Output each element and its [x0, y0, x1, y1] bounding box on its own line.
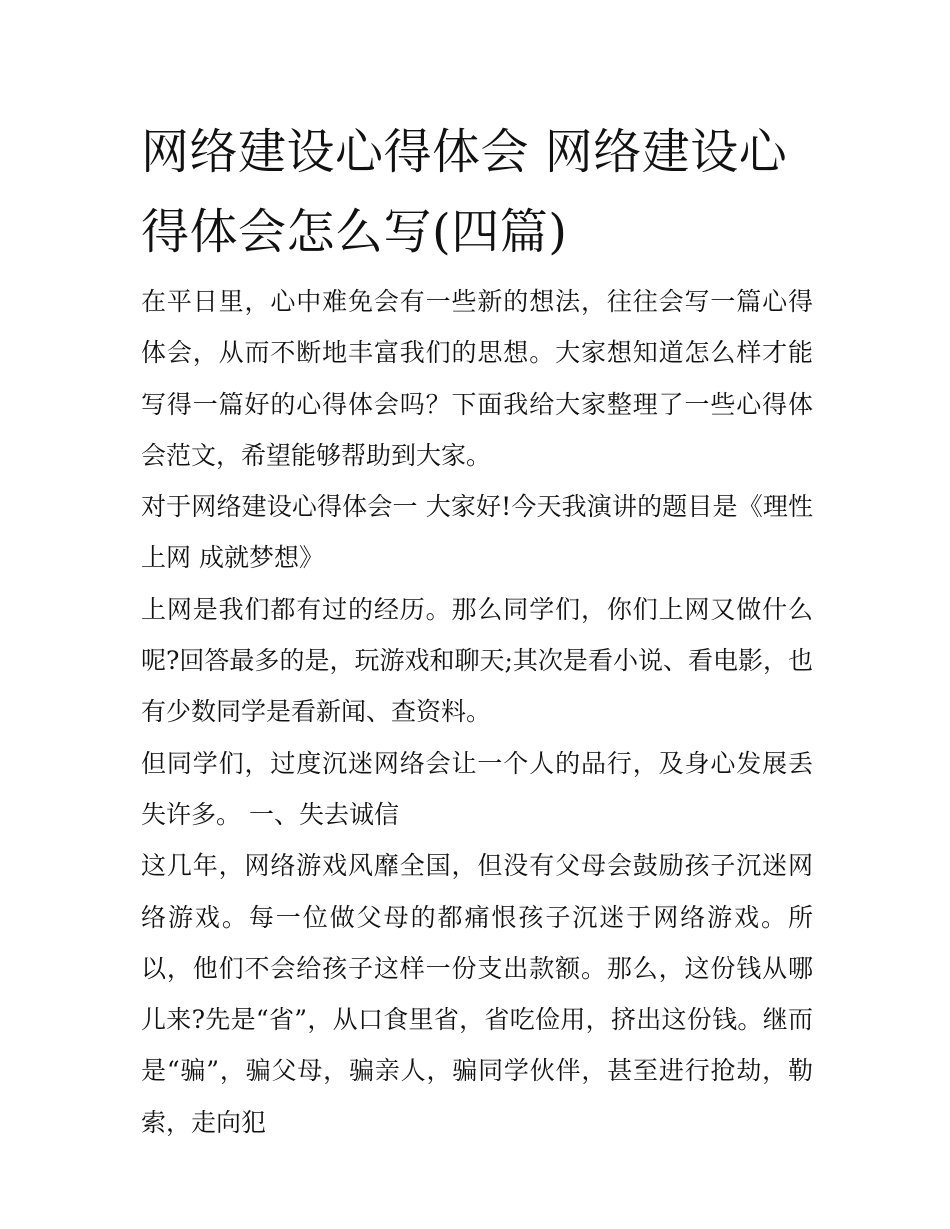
paragraph-online-games: 这几年，网络游戏风靡全国，但没有父母会鼓励孩子沉迷网络游戏。每一位做父母的都痛恨孩子沉迷于网络游戏。所以，他们不会给孩子这样一份支出款额。那么，这份钱从哪儿来?先是“省”，从口食里省，省吃俭用，挤出这份钱。继而是“骗”，骗父母，骗亲人，骗同学伙伴，甚至进行抢劫，勒索，走向犯	[141, 851, 813, 1137]
document-title: 网络建设心得体会 网络建设心得体会怎么写(四篇)	[141, 124, 788, 260]
paragraph-intro: 在平日里，心中难免会有一些新的想法，往往会写一篇心得体会，从而不断地丰富我们的思想。大家想知道怎么样才能写得一篇好的心得体会吗？下面我给大家整理了一些心得体会范文，希望能够帮助到大家。	[141, 287, 813, 470]
document-page	[141, 112, 813, 1148]
paragraph-online-activities: 上网是我们都有过的经历。那么同学们，你们上网又做什么呢?回答最多的是，玩游戏和聊天;其次是看小说、看电影，也有少数同学是看新闻、查资料。	[141, 594, 813, 727]
paragraph-speech-opening: 对于网络建设心得体会一 大家好!今天我演讲的题目是《理性上网 成就梦想》	[141, 492, 813, 573]
paragraph-losing-integrity: 但同学们，过度沉迷网络会让一个人的品行，及身心发展丢失许多。 一、失去诚信	[141, 748, 813, 829]
document-body	[141, 276, 813, 1148]
